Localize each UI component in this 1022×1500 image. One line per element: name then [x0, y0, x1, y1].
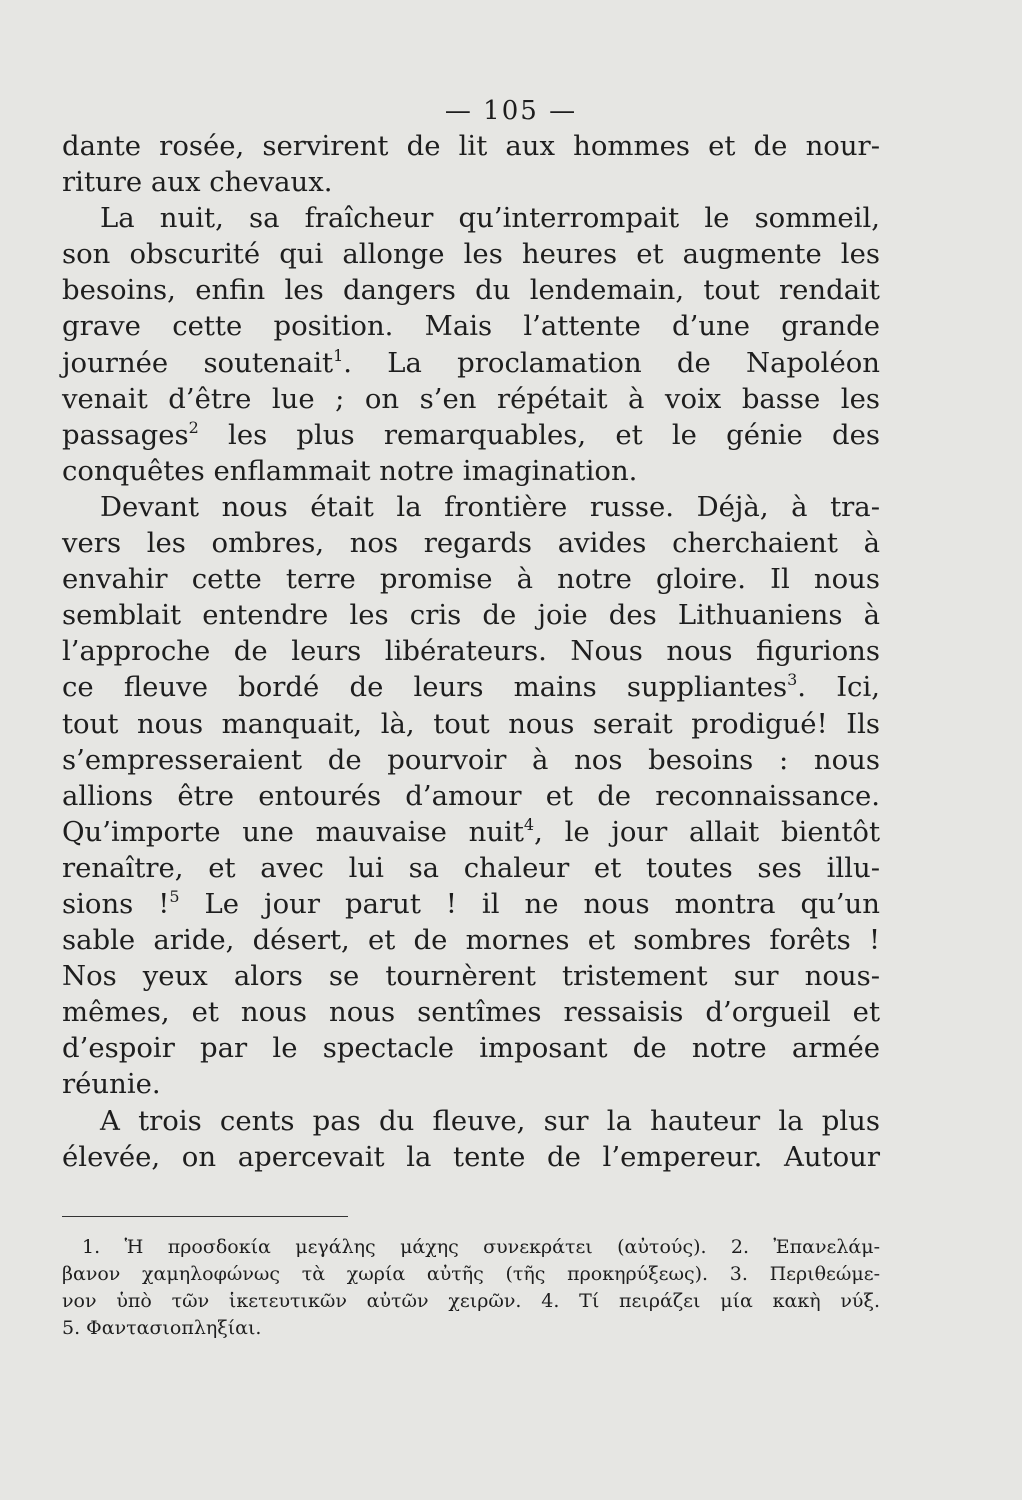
text-line: A trois cents pas du fleuve, sur la hauteur la plus	[100, 1104, 880, 1137]
footnote-marker: 2	[188, 417, 199, 437]
text-line: ce fleuve bordé de leurs mains suppliantes$^3$. Ici,	[62, 670, 880, 704]
text-line: tout nous manquait, là, tout nous serait prodigué! Ils	[62, 707, 880, 740]
page-number: — 105 —	[444, 96, 578, 126]
footnote-line: νον ὑπὸ τῶν ἱκετευτικῶν αὐτῶν χειρῶν. 4. Τί πειράζει μία κακὴ νύξ.	[62, 1290, 880, 1312]
text-line: renaître, et avec lui sa chaleur et toutes ses illu-	[62, 851, 880, 884]
text-line: Nos yeux alors se tournèrent tristement sur nous-	[62, 960, 880, 993]
footnote-marker: 3	[787, 670, 798, 690]
body-text	[62, 128, 880, 1175]
text-line: élevée, on apercevait la tente de l’empereur. Autour	[62, 1140, 880, 1173]
text-line: envahir cette terre promise à notre gloire. Il nous	[62, 563, 880, 596]
text-line: Devant nous était la frontière russe. Déjà, à tra-	[100, 490, 880, 523]
text-line: mêmes, et nous nous sentîmes ressaisis d’orgueil et	[62, 996, 880, 1029]
footnote-line: 1. Ἡ προσδοκία μεγάλης μάχης συνεκράτει (αὐτούς). 2. Ἐπανελάμ-	[82, 1236, 880, 1258]
text-line: semblait entendre les cris de joie des Lithuaniens à	[62, 599, 880, 632]
text-line: réunie.	[62, 1068, 161, 1101]
text-line: passages$^2$ les plus remarquables, et le génie des	[62, 417, 880, 451]
footnote-line: 5. Φαντασιοπληξίαι.	[62, 1317, 262, 1339]
text-line: riture aux chevaux.	[62, 166, 333, 199]
text-line: La nuit, sa fraîcheur qu’interrompait le sommeil,	[100, 202, 880, 235]
text-line: allions être entourés d’amour et de reconnaissance.	[62, 779, 880, 812]
footnote-marker: 1	[333, 345, 344, 365]
text-line: venait d’être lue ; on s’en répétait à voix basse les	[62, 382, 880, 415]
text-line: l’approche de leurs libérateurs. Nous nous figurions	[62, 635, 880, 668]
footnote-marker: 5	[169, 886, 180, 906]
text-line: Qu’importe une mauvaise nuit$^4$, le jour allait bientôt	[62, 814, 880, 848]
footnote-line: βανον χαμηλοφώνως τὰ χωρία αὐτῆς (τῆς προκηρύξεως). 3. Περιθεώμε-	[62, 1263, 880, 1285]
footnotes	[62, 1234, 880, 1342]
text-line: sions !$^5$ Le jour parut ! il ne nous montra qu’un	[62, 886, 880, 920]
footnote-separator	[62, 1216, 348, 1217]
text-line: sable aride, désert, et de mornes et sombres forêts !	[62, 924, 880, 957]
text-line: vers les ombres, nos regards avides cherchaient à	[62, 527, 880, 560]
text-line: grave cette position. Mais l’attente d’une grande	[62, 310, 880, 343]
text-line: son obscurité qui allonge les heures et augmente les	[62, 238, 880, 271]
text-line: besoins, enfin les dangers du lendemain, tout rendait	[62, 274, 880, 307]
text-line: s’empresseraient de pourvoir à nos besoins : nous	[62, 743, 880, 776]
text-line: conquêtes enflammait notre imagination.	[62, 454, 638, 487]
text-line: journée soutenait$^1$. La proclamation de Napoléon	[62, 345, 880, 379]
footnote-marker: 4	[523, 814, 535, 834]
text-line: dante rosée, servirent de lit aux hommes et de nour-	[62, 130, 880, 162]
text-line: d’espoir par le spectacle imposant de notre armée	[62, 1032, 880, 1065]
